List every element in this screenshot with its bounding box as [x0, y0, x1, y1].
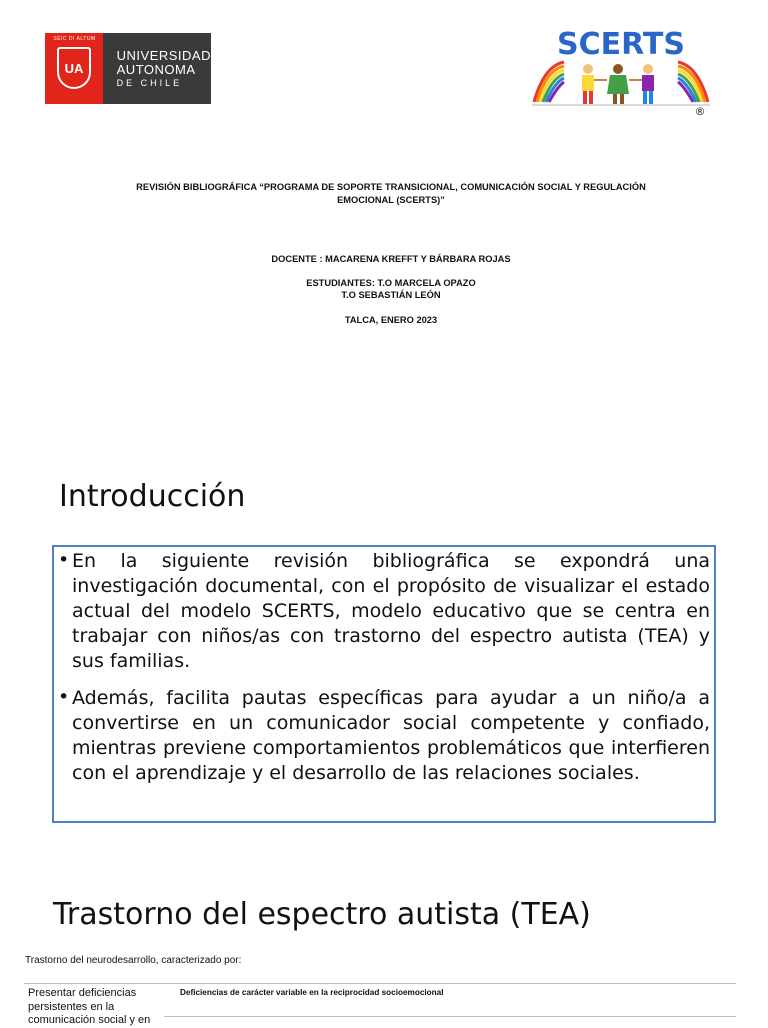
ua-logo-red-block — [45, 33, 103, 104]
tea-heading: Trastorno del espectro autista (TEA) — [53, 897, 591, 932]
ua-shield-icon — [57, 47, 91, 89]
cover-title-line1: REVISIÓN BIBLIOGRÁFICA “PROGRAMA DE SOPORTE TRANSICIONAL, COMUNICACIÓN SOCIAL Y REGULACIÓN — [136, 182, 646, 192]
cover-estudiantes-line1: ESTUDIANTES: T.O MARCELA OPAZO — [306, 278, 476, 288]
cover-estudiantes-line2: T.O SEBASTIÁN LEÓN — [341, 290, 441, 300]
ua-logo-arc-text: SEIC DI ALTUM — [53, 36, 96, 42]
universidad-autonoma-logo — [45, 33, 211, 104]
scerts-logo — [530, 22, 712, 118]
right-rainbow-icon — [678, 62, 708, 102]
bullet-icon: • — [58, 686, 70, 708]
intro-heading: Introducción — [59, 479, 246, 514]
intro-paragraph-2: Además, facilita pautas específicas para ayudar a un niño/a a convertirse en un comunicador social competente y confiado, mientras previene comportamientos problemáticos que interfieren con el aprendizaje y el desarrollo de las relaciones sociales. — [72, 687, 710, 784]
ua-logo-wordmark — [103, 33, 211, 104]
tea-subtitle: Trastorno del neurodesarrollo, caracterizado por: — [25, 955, 242, 966]
table-cell-detail: Deficiencias de carácter variable en la reciprocidad socioemocional — [180, 988, 444, 997]
table-divider — [164, 1016, 736, 1017]
scerts-wordmark: SCERTS — [557, 27, 685, 62]
cover-docente: DOCENTE : MACARENA KREFFT Y BÁRBARA ROJAS — [271, 254, 511, 264]
cover-title-line2: EMOCIONAL (SCERTS)” — [337, 195, 445, 205]
children-icon — [582, 64, 654, 104]
table-divider — [24, 983, 736, 984]
ua-monogram: UA — [64, 60, 84, 76]
registered-mark: ® — [694, 105, 706, 118]
left-rainbow-icon — [534, 62, 564, 102]
cover-place-date: TALCA, ENERO 2023 — [344, 315, 438, 325]
ua-line2: AUTONOMA — [116, 62, 196, 77]
intro-paragraph-1: En la siguiente revisión bibliográfica se expondrá una investigación documental, con el propósito de visualizar el estado actual del modelo SCERTS, modelo educativo que se centra en trabajar con niños/as con trastorno del espectro autista (TEA) y sus familias. — [72, 550, 710, 672]
bullet-icon: • — [58, 549, 70, 571]
table-cell-criterion: Presentar deficiencias persistentes en la comunicación social y en — [28, 987, 151, 1026]
ua-line3: DE CHILE — [116, 78, 183, 88]
ua-line1: UNIVERSIDAD — [116, 48, 211, 63]
